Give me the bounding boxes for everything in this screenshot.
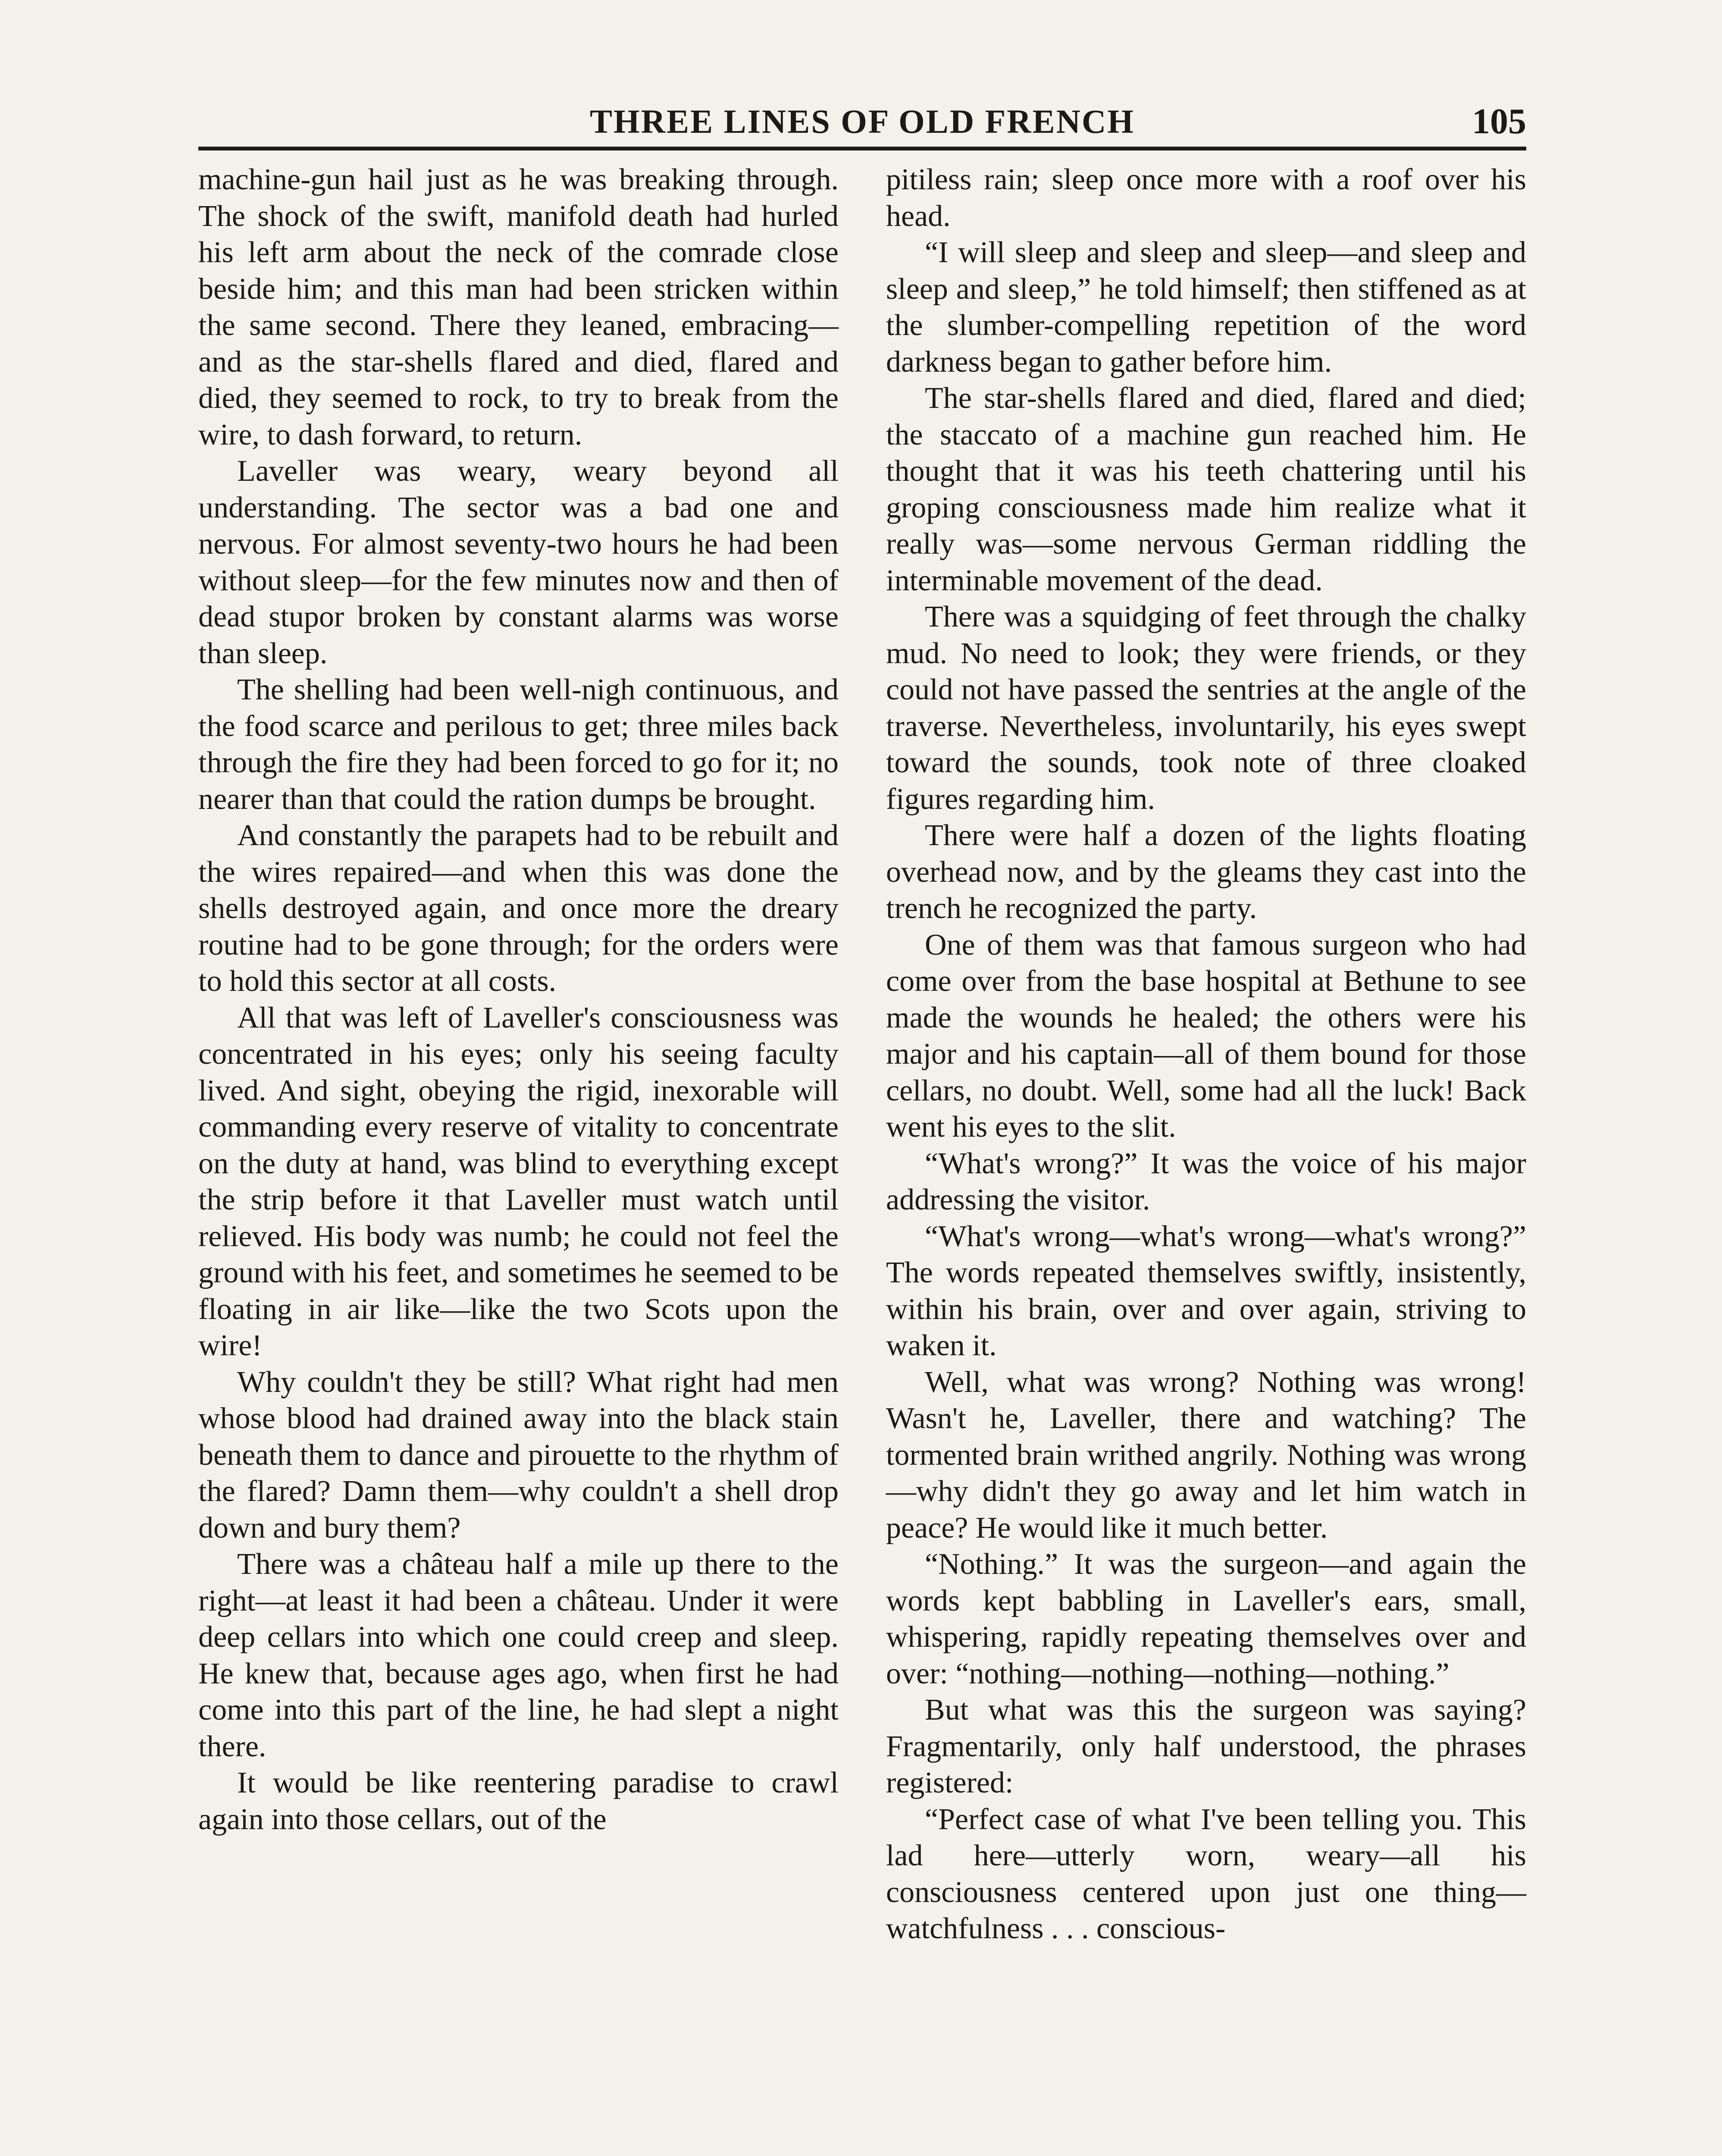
paragraph: pitiless rain; sleep once more with a roof over his head.	[886, 163, 1526, 233]
paragraph: machine-gun hail just as he was breaking through. The shock of the swift, manifold death had hurled his left arm about the neck of the comrade close beside him; and this man had been stricken within the same second. There they leaned, embracing—and as the star-shells flared and died, flared and died, they seemed to rock, to try to break from the wire, to dash forward, to return.	[198, 163, 839, 451]
paragraph: There was a château half a mile up there to the right—at least it had been a château. Under it were deep cellars into which one could creep and sleep. He knew that, because ages ago, when first he had come into this part of the line, he had slept a night there.	[198, 1548, 839, 1763]
right-column	[886, 162, 1526, 1947]
paragraph: There was a squidging of feet through the chalky mud. No need to look; they were friends, or they could not have passed the sentries at the angle of the traverse. Nevertheless, involuntarily, his eyes swept toward the sounds, took note of three cloaked figures regarding him.	[886, 600, 1526, 816]
paragraph: One of them was that famous surgeon who had come over from the base hospital at Bethune to see made the wounds he healed; the others were his major and his captain—all of them bound for those cellars, no doubt. Well, some had all the luck! Back went his eyes to the slit.	[886, 928, 1526, 1144]
paragraph: There were half a dozen of the lights floating overhead now, and by the gleams they cast into the trench he recognized the party.	[886, 819, 1526, 925]
paragraph: “Perfect case of what I've been telling you. This lad here—utterly worn, weary—all his consciousness centered upon just one thing—watchfulness . . . conscious-	[886, 1802, 1526, 1945]
paragraph: The star-shells flared and died, flared and died; the staccato of a machine gun reached him. He thought that it was his teeth chattering until his groping consciousness made him realize what it really was—some nervous German riddling the interminable movement of the dead.	[886, 382, 1526, 597]
paragraph: Why couldn't they be still? What right had men whose blood had drained away into the black stain beneath them to dance and pirouette to the rhythm of the flared? Damn them—why couldn't a shell drop down and bury them?	[198, 1365, 839, 1545]
paragraph: “What's wrong?” It was the voice of his major addressing the visitor.	[886, 1147, 1526, 1216]
paragraph: And constantly the parapets had to be rebuilt and the wires repaired—and when this was done the shells destroyed again, and once more the dreary routine had to be gone through; for the orders were to hold this sector at all costs.	[198, 819, 839, 998]
header-rule	[198, 147, 1526, 150]
paragraph: Well, what was wrong? Nothing was wrong! Wasn't he, Laveller, there and watching? The tormented brain writhed angrily. Nothing was wrong—why didn't they go away and let him watch in peace? He would like it much better.	[886, 1365, 1526, 1545]
paragraph: But what was this the surgeon was saying? Fragmentarily, only half understood, the phrases registered:	[886, 1693, 1526, 1799]
paragraph: “What's wrong—what's wrong—what's wrong?” The words repeated themselves swiftly, insistently, within his brain, over and over again, striving to waken it.	[886, 1219, 1526, 1362]
left-column	[198, 162, 839, 1838]
paragraph: All that was left of Laveller's consciousness was concentrated in his eyes; only his seeing faculty lived. And sight, obeying the rigid, inexorable will commanding every reserve of vitality to concentrate on the duty at hand, was blind to everything except the strip before it that Laveller must watch until relieved. His body was numb; he could not feel the ground with his feet, and sometimes he seemed to be floating in air like—like the two Scots upon the wire!	[198, 1001, 839, 1362]
paragraph: The shelling had been well-nigh continuous, and the food scarce and perilous to get; three miles back through the fire they had been forced to go for it; no nearer than that could the ration dumps be brought.	[198, 673, 839, 816]
paragraph: “I will sleep and sleep and sleep—and sleep and sleep and sleep,” he told himself; then stiffened as at the slumber-compelling repetition of the word darkness began to gather before him.	[886, 236, 1526, 379]
paragraph: “Nothing.” It was the surgeon—and again the words kept babbling in Laveller's ears, small, whispering, rapidly repeating themselves over and over: “nothing—nothing—nothing—nothing.”	[886, 1548, 1526, 1690]
header-title: THREE LINES OF OLD FRENCH	[590, 103, 1135, 140]
paragraph: Laveller was weary, weary beyond all understanding. The sector was a bad one and nervous. For almost seventy-two hours he had been without sleep—for the few minutes now and then of dead stupor broken by constant alarms was worse than sleep.	[198, 454, 839, 670]
page-number: 105	[1472, 101, 1526, 141]
running-header	[198, 96, 1526, 147]
paragraph: It would be like reentering paradise to crawl again into those cellars, out of the	[198, 1766, 839, 1836]
